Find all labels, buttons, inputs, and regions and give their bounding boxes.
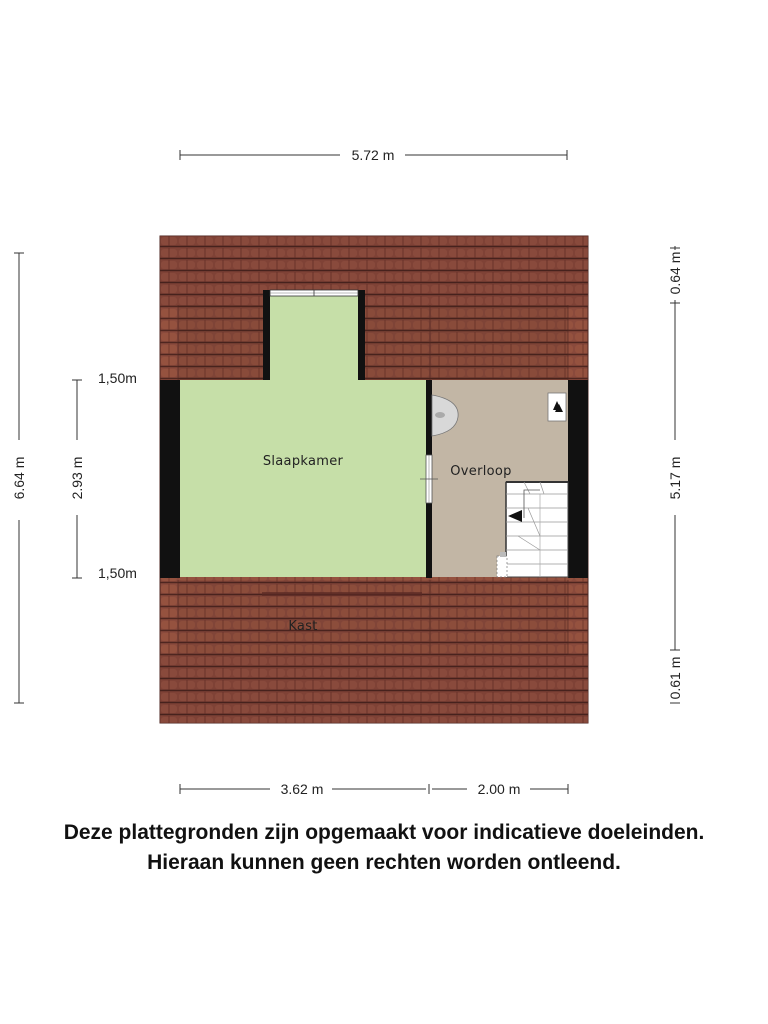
kast-rail [262,592,422,596]
dimension-right-top-label: 0.64 m [667,251,683,295]
disclaimer-line-1: Deze plattegronden zijn opgemaakt voor indicatieve doeleinden. [63,821,705,844]
room-label-overloop: Overloop [450,464,512,479]
dimension-bottom [180,781,568,797]
dimension-left-inner [69,380,85,578]
disclaimer-line-2: Hieraan kunnen geen rechten worden ontleend. [147,851,621,874]
wall-height-top-label: 1,50m [98,370,137,386]
staircase [497,482,568,577]
dimension-bottom-right-label: 2.00 m [477,781,521,797]
dimension-right-middle-label: 5.17 m [667,456,683,500]
dimension-left-total [11,253,27,703]
dimension-top [180,147,567,163]
room-label-kast: Kast [288,619,318,634]
dimension-bottom-left-label: 3.62 m [280,781,324,797]
dimension-right-bottom-label: 0.61 m [667,656,683,700]
wall-height-bottom-label: 1,50m [98,565,137,581]
room-label-slaapkamer: Slaapkamer [262,454,344,469]
dormer-window [270,290,358,296]
boiler-icon [548,393,566,421]
dimension-right [667,246,683,703]
dimension-top-label: 5.72 m [351,147,395,163]
dimension-left-total-label: 6.64 m [11,456,27,500]
dimension-left-inner-label: 2.93 m [69,456,85,500]
